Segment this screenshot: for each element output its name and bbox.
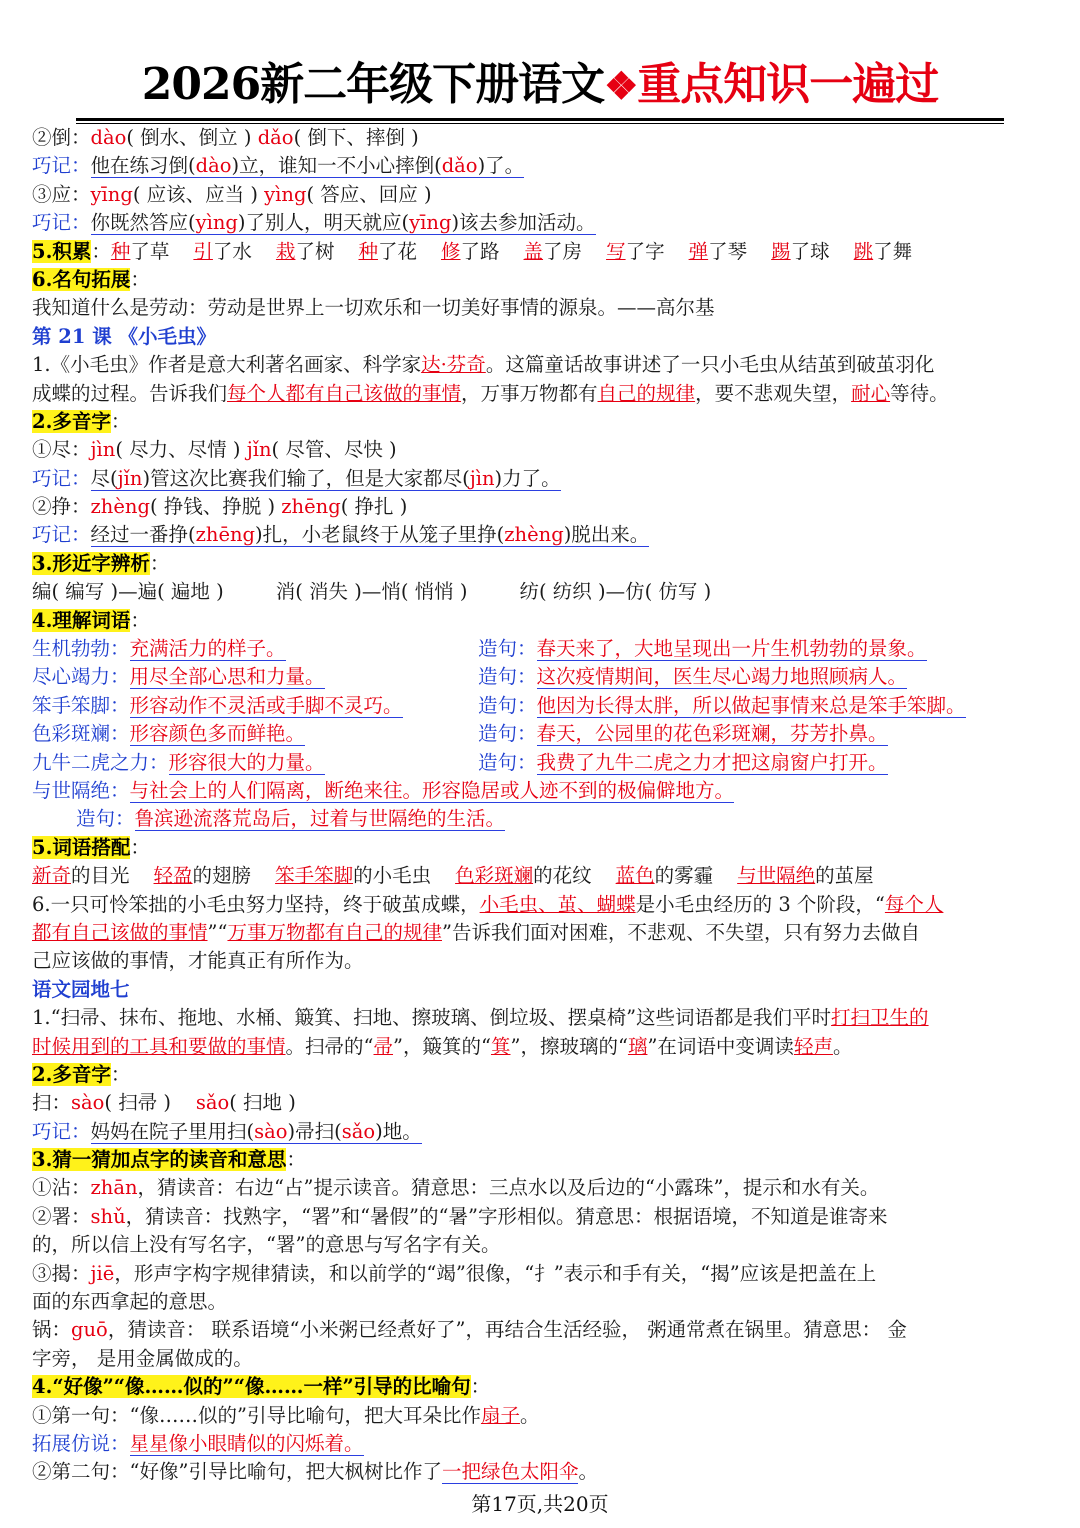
section-collocation: 5.词语搭配： — [32, 835, 150, 859]
mnemonic-sao: 巧记：妈妈在院子里用扫(sào)帚扫(sǎo)地。 — [32, 1119, 422, 1143]
title-main: 2026新二年级下册语文 — [141, 59, 605, 110]
section-polyphones-2: 2.多音字： — [32, 1062, 131, 1086]
section-famous-quote: 6.名句拓展： — [32, 267, 150, 291]
section-polyphones: 2.多音字： — [32, 409, 131, 433]
diamond-icon: ❖ — [604, 63, 638, 108]
collocation-row: 新奇的目光 轻盈的翅膀 笨手笨脚的小毛虫 色彩斑斓的花纹 蓝色的雾霾 与世隔绝的茧屋 — [32, 864, 874, 888]
garden-heading: 语文园地七 — [32, 977, 130, 1001]
content-body — [32, 124, 1052, 1487]
title-rule-thick — [76, 118, 1004, 121]
quote-text: 我知道什么是劳动：劳动是世界上一切欢乐和一切美好事情的源泉。——高尔基 — [32, 296, 715, 320]
polyphone-dao: ②倒：dào( 倒水、倒立 ) dǎo( 倒下、摔倒 ) — [32, 126, 419, 149]
section-guess: 3.猜一猜加点字的读音和意思： — [32, 1148, 306, 1172]
metaphor-extension: 拓展仿说：星星像小眼睛似的闪烁着。 — [32, 1431, 364, 1455]
accumulation-row: 5.积累：种了草 引了水 栽了树 种了花 修了路 盖了房 写了字 弹了琴 踢了球 跳了舞 — [32, 239, 913, 263]
polyphone-sao: 扫：sào( 扫帚 ) sǎo( 扫地 ) — [32, 1091, 296, 1115]
idiom-row: 笨手笨脚：形容动作不灵活或手脚不灵巧。 造句：他因为长得太胖，所以做起事情来总是笨手笨脚。 — [32, 693, 966, 717]
idiom-isolated: 与世隔绝：与社会上的人们隔离，断绝来往。形容隐居或人迹不到的极偏僻地方。 — [32, 778, 735, 802]
section-similar-chars: 3.形近字辨析： — [32, 551, 170, 575]
guess-guo: 锅：guō，猜读音： 联系语境“小米粥已经煮好了”，再结合生活经验， 粥通常煮在锅里。猜意思： 金 — [32, 1318, 907, 1342]
polyphone-ying: ③应：yīng( 应该、应当 ) yìng( 答应、回应 ) — [32, 182, 432, 206]
mnemonic-zheng: 巧记：经过一番挣(zhēng)扎，小老鼠终于从笼子里挣(zhèng)脱出来。 — [32, 523, 650, 547]
idiom-row: 色彩斑斓：形容颜色多而鲜艳。 造句：春天，公园里的花色彩斑斓，芬芳扑鼻。 — [32, 722, 888, 746]
lesson-intro-2: 成蝶的过程。告诉我们每个人都有自己该做的事情，万事万物都有自己的规律，要不悲观失望，耐心等待。 — [32, 381, 949, 405]
page-number: 第17页,共20页 — [471, 1492, 609, 1516]
guess-jie: ③揭：jiē，形声字构字规律猜读，和以前学的“竭”很像，“扌”表示和手有关，“揭”应该是把盖在上 — [32, 1261, 877, 1285]
metaphor-2: ②第二句：“好像”引导比喻句，把大枫树比作了一把绿色太阳伞。 — [32, 1460, 598, 1484]
lesson-heading: 第 21 课 《小毛虫》 — [32, 324, 217, 348]
guess-jie-cont: 面的东西拿起的意思。 — [32, 1290, 228, 1314]
garden-intro-2: 时候用到的工具和要做的事情。扫帚的“帚”，簸箕的“箕”，擦玻璃的“璃”在词语中变调读轻声。 — [32, 1034, 853, 1058]
garden-intro-1: 1.“扫帚、抹布、拖地、水桶、簸箕、扫地、擦玻璃、倒垃圾、摆桌椅”这些词语都是我们平时打扫卫生的 — [32, 1006, 929, 1030]
section-vocabulary: 4.理解词语： — [32, 608, 150, 632]
idiom-isolated-sentence: 造句：鲁滨逊流落荒岛后，过着与世隔绝的生活。 — [76, 807, 506, 831]
lesson-intro-1: 1.《小毛虫》作者是意大利著名画家、科学家达·芬奇。这篇童话故事讲述了一只小毛虫从结茧到破茧羽化 — [32, 353, 935, 377]
summary-line-2: 都有自己该做的事情”“万事万物都有自己的规律”告诉我们面对困难，不悲观、不失望，只有努力去做自 — [32, 920, 920, 944]
idiom-row: 生机勃勃：充满活力的样子。 造句：春天来了，大地呈现出一片生机勃勃的景象。 — [32, 637, 927, 661]
page-title — [30, 50, 1050, 126]
guess-guo-cont: 字旁， 是用金属做成的。 — [32, 1346, 253, 1370]
mnemonic-jin: 巧记：尽(jǐn)管这次比赛我们输了，但是大家都尽(jìn)力了。 — [32, 466, 561, 490]
idiom-row: 九牛二虎之力：形容很大的力量。 造句：我费了九牛二虎之力才把这扇窗户打开。 — [32, 750, 888, 774]
guess-shu: ②署：shǔ，猜读音：找熟字，“署”和“暑假”的“暑”字形相似。猜意思：根据语境，不知道是谁寄来 — [32, 1204, 888, 1228]
guess-shu-cont: 的，所以信上没有写名字，“署”的意思与写名字有关。 — [32, 1233, 501, 1257]
polyphone-zheng: ②挣：zhèng( 挣钱、挣脱 ) zhēng( 挣扎 ) — [32, 495, 408, 519]
metaphor-1: ①第一句：“像……似的”引导比喻句，把大耳朵比作扇子。 — [32, 1403, 540, 1427]
idiom-row: 尽心竭力：用尽全部心思和力量。 造句：这次疫情期间，医生尽心竭力地照顾病人。 — [32, 665, 908, 689]
section-metaphor: 4.“好像”“像……似的”“像……一样”引导的比喻句： — [32, 1375, 491, 1399]
similar-chars-row: 编( 编写 )—遍( 遍地 ) 消( 消失 )—悄( 悄悄 ) 纺( 纺织 )—仿( 仿写 ) — [32, 580, 712, 604]
mnemonic-dao: 巧记：他在练习倒(dào)立，谁知一不小心摔倒(dǎo)了。 — [32, 154, 525, 178]
summary-line-1: 6.一只可怜笨拙的小毛虫努力坚持，终于破茧成蝶，小毛虫、茧、蝴蝶是小毛虫经历的 3 个阶段，“每个人 — [32, 892, 944, 916]
title-highlight: 重点知识一遍过 — [637, 59, 939, 110]
summary-line-3: 己应该做的事情，才能真正有所作为。 — [32, 949, 364, 973]
polyphone-jin: ①尽：jìn( 尽力、尽情 ) jǐn( 尽管、尽快 ) — [32, 438, 397, 462]
mnemonic-ying: 巧记：你既然答应(yìng)了别人，明天就应(yīng)该去参加活动。 — [32, 211, 596, 235]
guess-zhan: ①沾：zhān，猜读音：右边“占”提示读音。猜意思：三点水以及后边的“小露珠”，提示和水有关。 — [32, 1176, 880, 1200]
